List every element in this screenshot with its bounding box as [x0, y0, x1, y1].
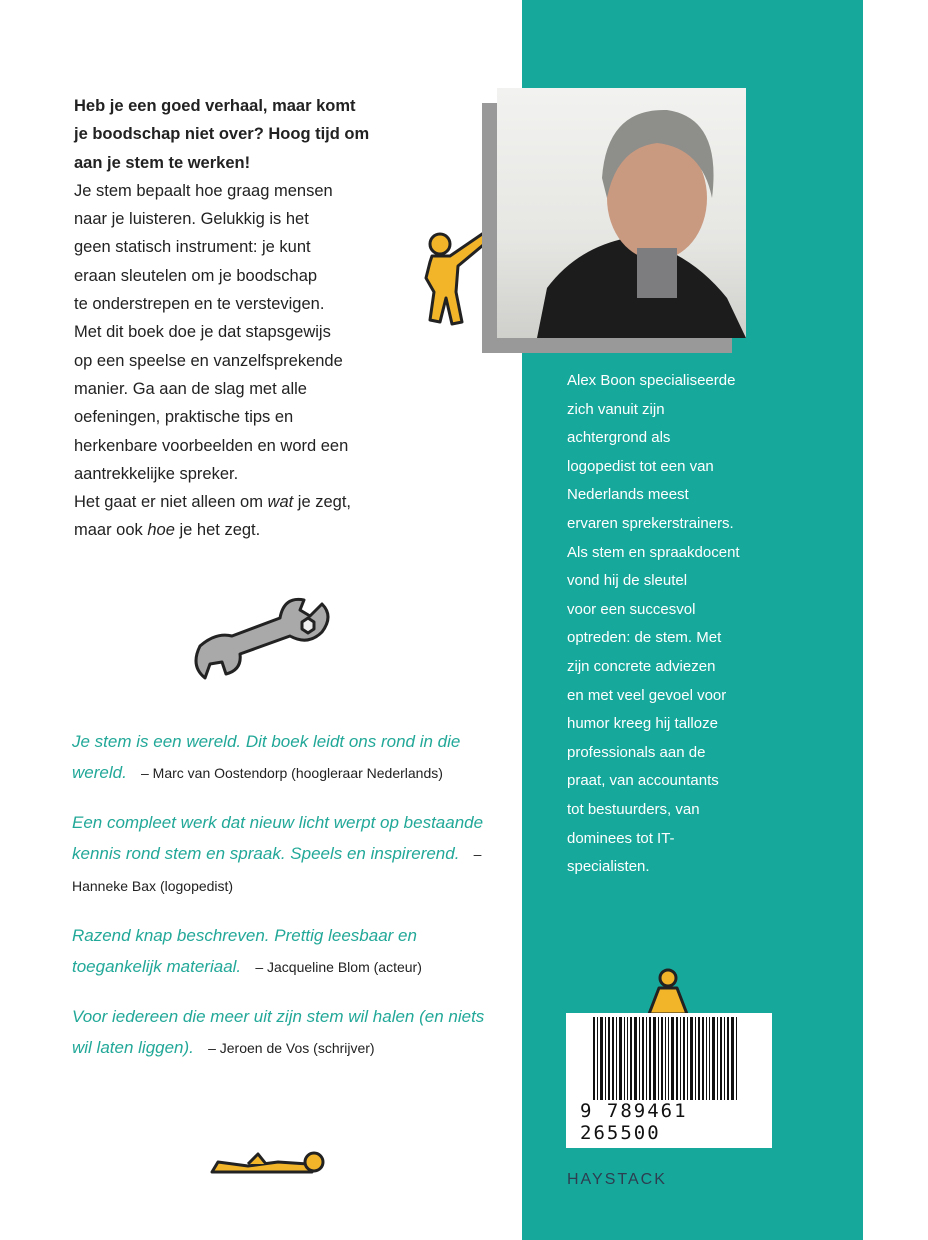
quote-text: Een compleet werk dat nieuw licht werpt op bestaande kennis rond stem en spraak. Speels en inspirerend. [72, 813, 484, 863]
intro-line: herkenbare voorbeelden en word een [74, 436, 349, 455]
closing-line [74, 516, 369, 544]
bio-line: logopedist tot een van [567, 457, 714, 475]
intro-line: eraan sleutelen om je boodschap [74, 266, 318, 285]
bio-line: voor een succesvol [567, 600, 696, 618]
quote-author: – Jacqueline Blom (acteur) [255, 959, 422, 975]
bio-line: professionals aan de [567, 743, 706, 761]
closing-text: je het zegt. [174, 521, 261, 540]
closing-emphasis: hoe [147, 521, 175, 540]
quote-author: – Jeroen de Vos (schrijver) [208, 1040, 375, 1056]
quote-text: Razend knap beschreven. Prettig leesbaar en toegankelijk materiaal. [72, 926, 417, 976]
quote [72, 726, 492, 789]
bio-line: Nederlands meest [567, 486, 689, 504]
closing-emphasis: wat [267, 493, 294, 512]
review-quotes [72, 726, 492, 1082]
isbn-number: 9 789461 265500 [578, 1100, 772, 1144]
bio-line: humor kreeg hij talloze [567, 715, 718, 733]
intro-line: Met dit boek doe je dat stapsgewijs [74, 323, 331, 342]
bio-line: achtergrond als [567, 429, 671, 447]
bio-line: tot bestuurders, van [567, 800, 700, 818]
quote [72, 1001, 492, 1064]
bio-line: praat, van accountants [567, 772, 719, 790]
intro-line: naar je luisteren. Gelukkig is het [74, 210, 309, 229]
quote [72, 807, 492, 902]
bio-line: en met veel gevoel voor [567, 686, 727, 704]
intro-line: geen statisch instrument: je kunt [74, 238, 311, 257]
bio-line: optreden: de stem. Met [567, 629, 722, 647]
closing-text: je zegt, [293, 493, 352, 512]
bio-line: zich vanuit zijn [567, 400, 665, 418]
intro-bold-line: aan je stem te werken! [74, 153, 251, 172]
bio-line: vond hij de sleutel [567, 572, 688, 590]
barcode [566, 1013, 772, 1148]
quote [72, 920, 492, 983]
bio-line: Alex Boon specialiseerde [567, 372, 736, 389]
intro-line: te onderstrepen en te verstevigen. [74, 295, 325, 314]
bio-line: ervaren sprekerstrainers. [567, 514, 734, 532]
intro-text [74, 92, 369, 545]
quote-author: – Marc van Oostendorp (hoogleraar Nederlands) [140, 765, 443, 781]
bio-line: dominees tot IT- [567, 829, 675, 847]
wrench-icon [180, 596, 340, 686]
intro-bold-line: Heb je een goed verhaal, maar komt [74, 97, 356, 115]
quote-text: Je stem is een wereld. Dit boek leidt ons rond in die wereld. [72, 732, 461, 782]
closing-text: Het gaat er niet alleen om [74, 493, 268, 512]
closing-line [74, 488, 369, 516]
intro-line: oefeningen, praktische tips en [74, 408, 294, 427]
quote-author: – Hanneke Bax (logopedist) [72, 846, 482, 894]
intro-line: Je stem bepaalt hoe graag mensen [74, 181, 333, 200]
intro-bold-line: je boodschap niet over? Hoog tijd om [74, 125, 370, 144]
publisher-logo: HAYSTACK [567, 1171, 667, 1188]
author-photo [497, 88, 746, 338]
bio-line: specialisten. [567, 858, 650, 876]
author-bio [567, 367, 740, 882]
intro-line: manier. Ga aan de slag met alle [74, 379, 307, 398]
intro-line: op een speelse en vanzelfsprekende [74, 351, 343, 370]
bio-line: Als stem en spraakdocent [567, 543, 740, 561]
quote-text: Voor iedereen die meer uit zijn stem wil halen (en niets wil laten liggen). [72, 1007, 485, 1057]
bio-line: zijn concrete adviezen [567, 657, 716, 675]
closing-text: maar ook [74, 521, 148, 540]
sitting-figure-icon [643, 966, 693, 1016]
intro-line: aantrekkelijke spreker. [74, 464, 239, 483]
lying-figure-icon [208, 1146, 328, 1180]
